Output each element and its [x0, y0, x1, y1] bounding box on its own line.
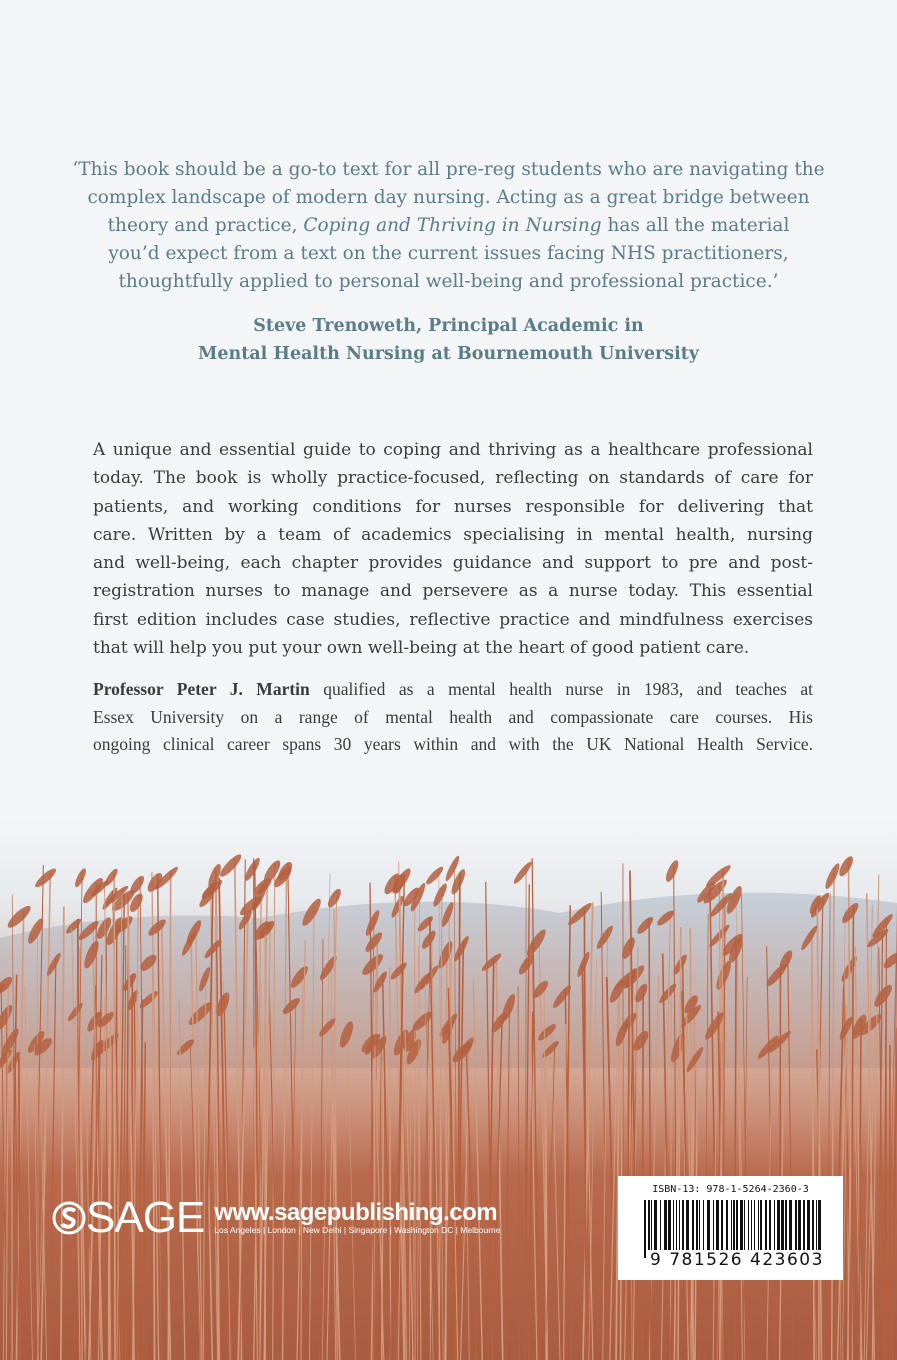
- sage-s-logo-icon: [52, 1201, 86, 1235]
- isbn-label: ISBN-13: 978-1-5264-2360-3: [652, 1184, 809, 1195]
- description-line: and well-being, each chapter provides guidance and support to pre and post-: [93, 553, 813, 574]
- bio-line: [93, 676, 813, 704]
- author-name: Professor Peter J. Martin: [93, 679, 310, 699]
- quote-line: thoughtfully applied to personal well-being and professional practice.’: [118, 271, 779, 292]
- description-line: first edition includes case studies, reflective practice and mindfulness exercises: [93, 609, 813, 630]
- quote-line: you’d expect from a text on the current issues facing NHS practitioners,: [108, 243, 789, 264]
- quote-line: ‘This book should be a go-to text for all pre-reg students who are navigating the: [72, 159, 825, 180]
- quote-text: theory and practice,: [107, 215, 304, 236]
- quote-line: complex landscape of modern day nursing. Acting as a great bridge between: [87, 187, 810, 208]
- endorsement-quote: [0, 156, 897, 296]
- quote-line: [0, 212, 897, 240]
- isbn-barcode: [618, 1176, 843, 1280]
- sage-publisher-logo: [52, 1193, 501, 1242]
- description-line: that will help you put your own well-being at the heart of good patient care.: [93, 638, 750, 659]
- quote-text: has all the material: [601, 215, 790, 236]
- description-line: patients, and working conditions for nurses responsible for delivering that: [93, 496, 813, 517]
- description-line: A unique and essential guide to coping and thriving as a healthcare professional: [93, 440, 813, 460]
- author-bio: [93, 676, 813, 759]
- bio-text: qualified as a mental health nurse in 1983, and teaches at: [309, 679, 813, 699]
- publisher-cities: Los Angeles | London | New Delhi | Singapore | Washington DC | Melbourne: [214, 1225, 501, 1235]
- reed-stem: [446, 947, 447, 1360]
- publisher-url[interactable]: www.sagepublishing.com: [214, 1199, 498, 1226]
- attribution-line: Mental Health Nursing at Bournemouth University: [198, 344, 699, 364]
- bio-line: ongoing clinical career spans 30 years within and with the UK National Health Service.: [93, 734, 813, 754]
- attribution-line: Steve Trenoweth, Principal Academic in: [253, 316, 644, 336]
- publisher-name: SAGE: [86, 1193, 205, 1242]
- barcode-bar: [644, 1200, 646, 1258]
- description-line: care. Written by a team of academics specialising in mental health, nursing: [93, 524, 813, 545]
- book-description: [93, 436, 813, 662]
- book-title: Coping and Thriving in Nursing: [303, 215, 602, 236]
- description-line: today. The book is wholly practice-focused, reflecting on standards of care for: [93, 468, 813, 489]
- description-line: registration nurses to manage and persevere as a nurse today. This essential: [93, 581, 813, 602]
- reed-stem: [114, 870, 115, 1360]
- quote-attribution: [0, 312, 897, 368]
- bio-line: Essex University on a range of mental health and compassionate care courses. His: [93, 706, 813, 727]
- barcode-number: 9 781526 423603: [650, 1250, 824, 1270]
